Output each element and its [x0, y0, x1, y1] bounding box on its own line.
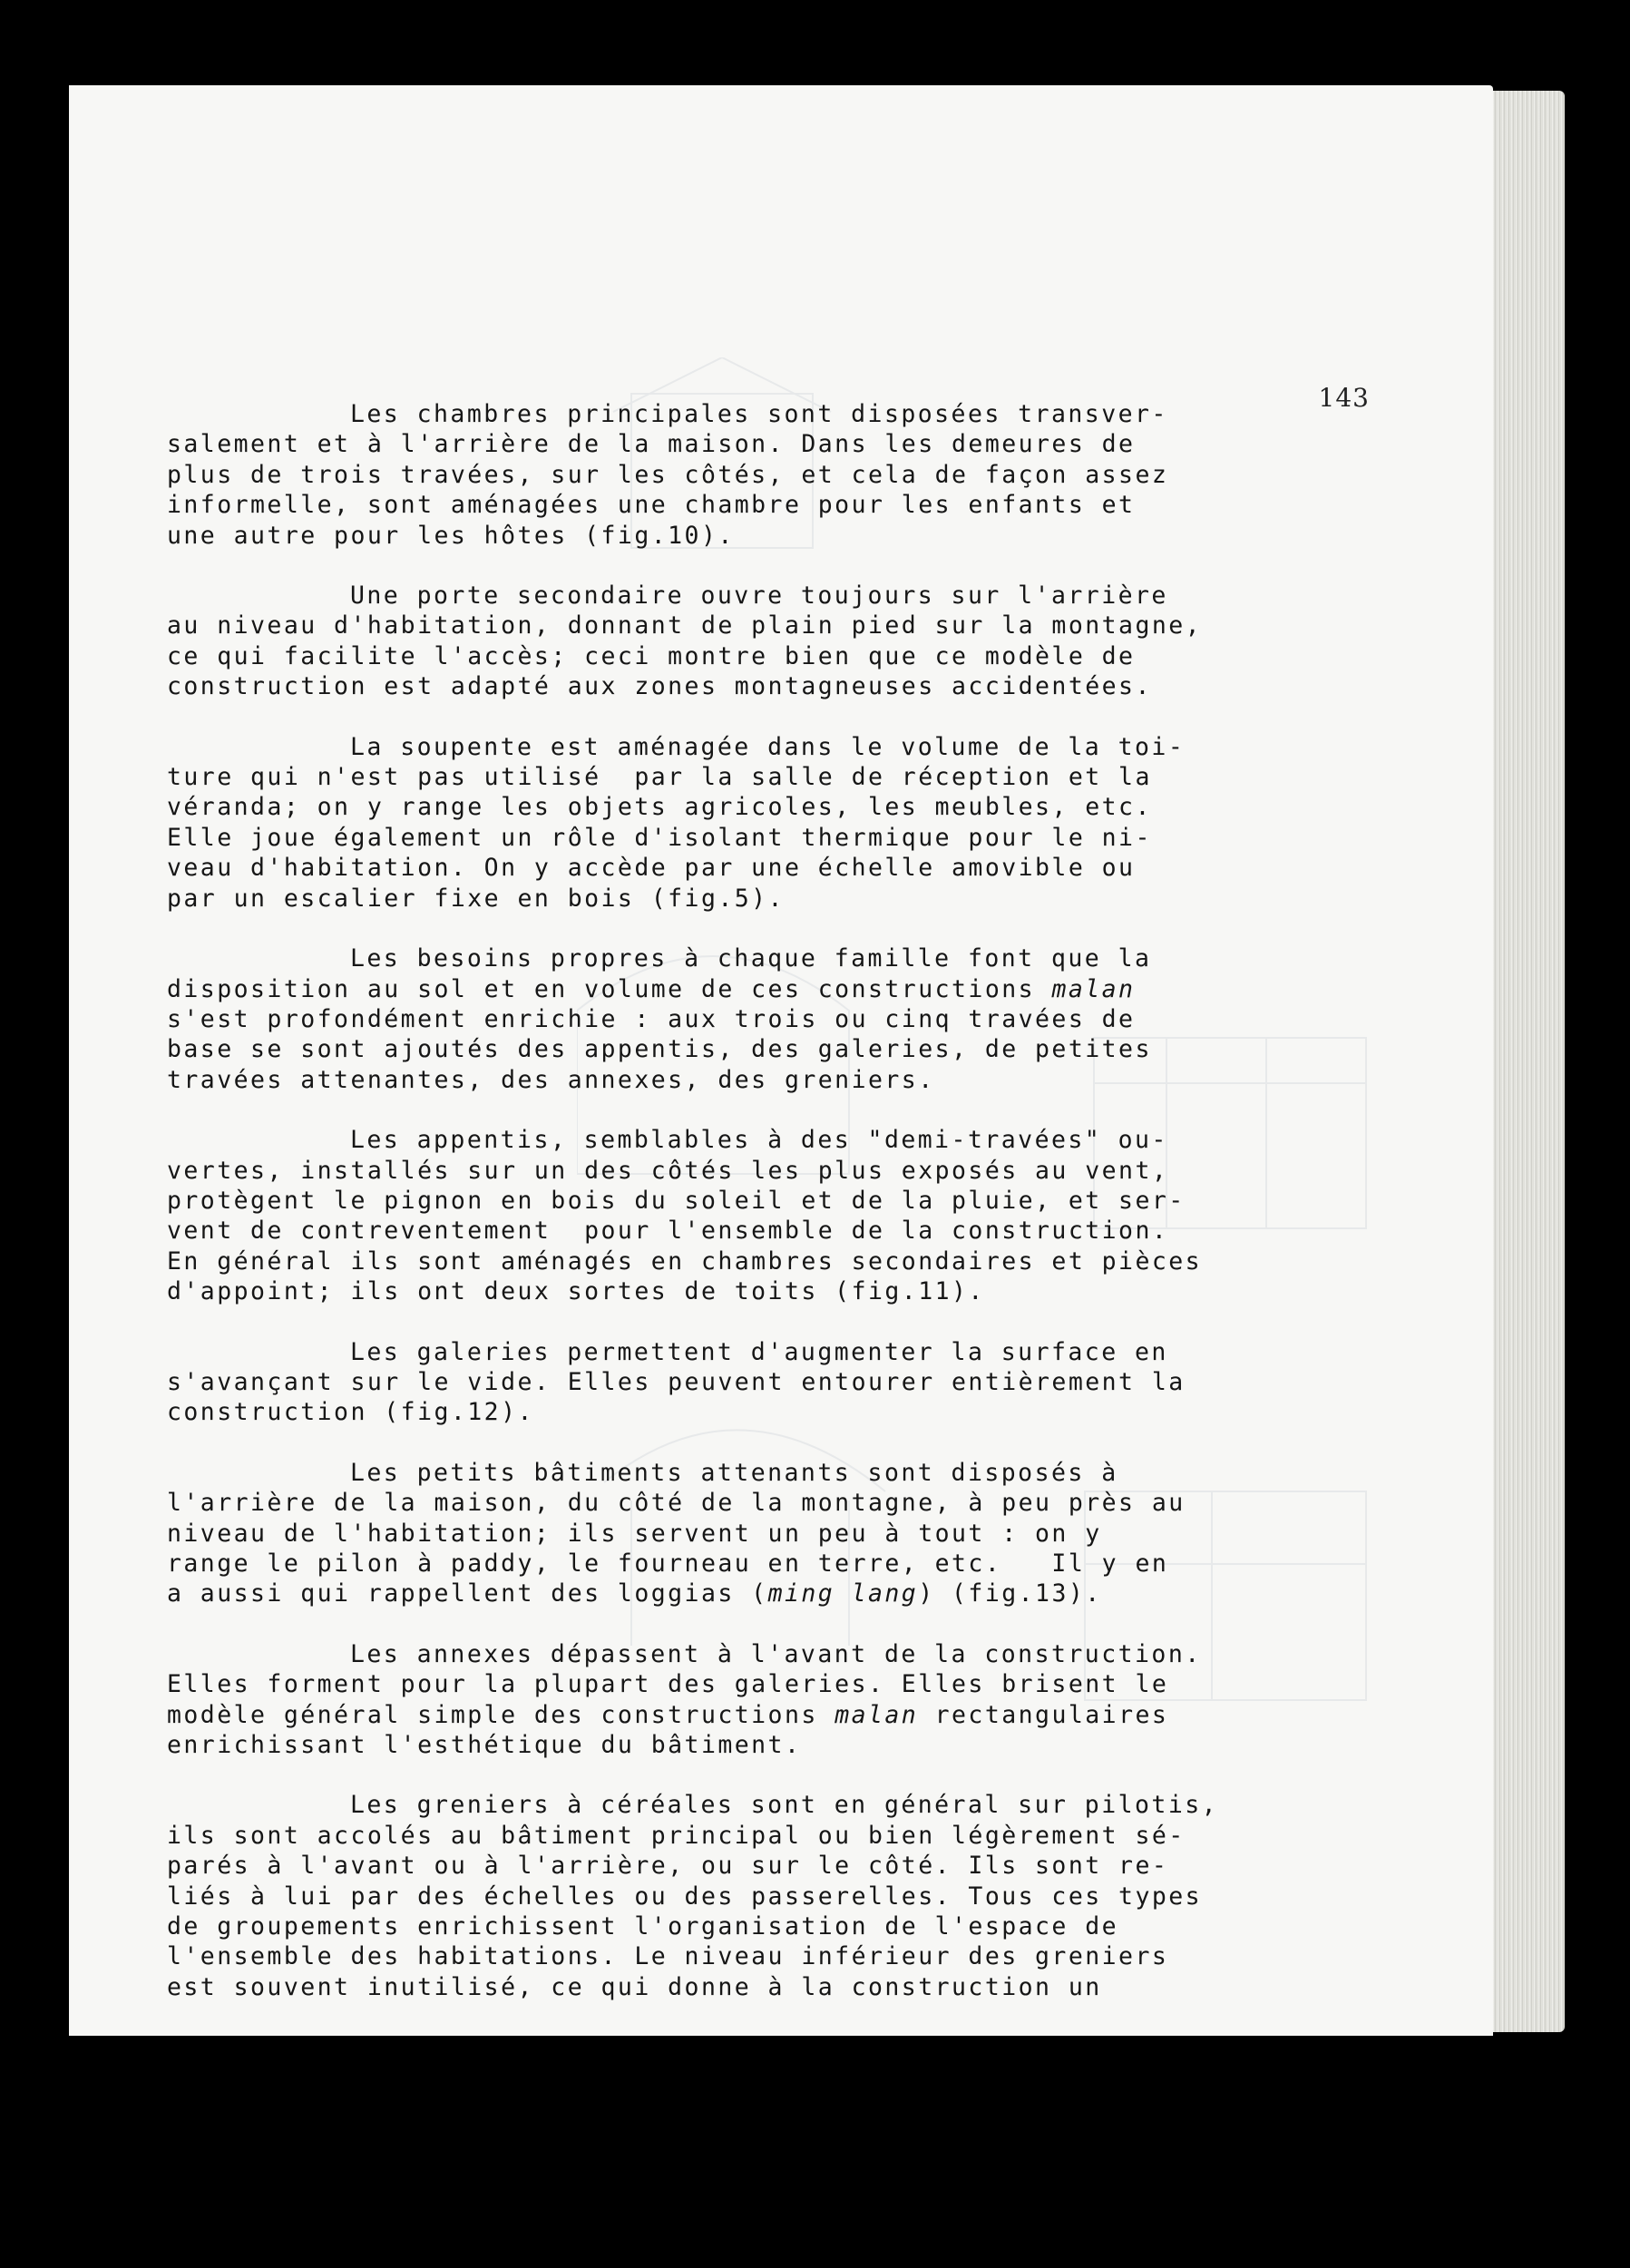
- text-line: niveau de l'habitation; ils servent un peu à tout : on y: [167, 1519, 1102, 1548]
- text-line: base se sont ajoutés des appentis, des galeries, de petites: [167, 1035, 1152, 1064]
- paragraph: [167, 1458, 1373, 1609]
- text-line: de groupements enrichissent l'organisation de l'espace de: [167, 1912, 1119, 1941]
- text-line: salement et à l'arrière de la maison. Dans les demeures de: [167, 430, 1136, 459]
- text-line: travées attenantes, des annexes, des greniers.: [167, 1065, 935, 1094]
- text-line: modèle général simple des constructions malan rectangulaires: [167, 1700, 1169, 1729]
- text-line: disposition au sol et en volume de ces constructions malan: [167, 974, 1136, 1003]
- text-line: vertes, installés sur un des côtés les plus exposés au vent,: [167, 1156, 1169, 1185]
- text-line: Les galeries permettent d'augmenter la surface en: [350, 1337, 1168, 1366]
- text-line: En général ils sont aménagés en chambres secondaires et pièces: [167, 1246, 1203, 1276]
- paragraph: [167, 399, 1373, 551]
- text-line: s'est profondément enrichie : aux trois ou cinq travées de: [167, 1004, 1136, 1033]
- text-line: liés à lui par des échelles ou des passerelles. Tous ces types: [167, 1882, 1203, 1911]
- page-number: 143: [1318, 383, 1370, 413]
- paragraph: [167, 1125, 1373, 1306]
- text-line: informelle, sont aménagées une chambre pour les enfants et: [167, 491, 1136, 520]
- paragraph: [167, 1639, 1373, 1761]
- text-line: Les appentis, semblables à des "demi-travées" ou-: [350, 1126, 1168, 1155]
- text-line: ture qui n'est pas utilisé par la salle de réception et la: [167, 763, 1152, 792]
- text-line: ce qui facilite l'accès; ceci montre bien que ce modèle de: [167, 641, 1136, 670]
- text-line: Elles forment pour la plupart des galeries. Elles brisent le: [167, 1670, 1169, 1699]
- text-line: La soupente est aménagée dans le volume de la toi-: [350, 732, 1186, 761]
- text-line: d'appoint; ils ont deux sortes de toits (fig.11).: [167, 1277, 985, 1306]
- text-line: s'avançant sur le vide. Elles peuvent entourer entièrement la: [167, 1367, 1186, 1396]
- text-line: range le pilon à paddy, le fourneau en terre, etc. Il y en: [167, 1549, 1169, 1578]
- text-line: a aussi qui rappellent des loggias (ming lang) (fig.13).: [167, 1579, 1102, 1608]
- paragraph: [167, 943, 1373, 1095]
- text-line: Elle joue également un rôle d'isolant thermique pour le ni-: [167, 823, 1152, 852]
- text-line: protègent le pignon en bois du soleil et de la pluie, et ser-: [167, 1186, 1186, 1215]
- text-line: une autre pour les hôtes (fig.10).: [167, 521, 735, 550]
- text-line: construction (fig.12).: [167, 1398, 534, 1427]
- text-line: plus de trois travées, sur les côtés, et cela de façon assez: [167, 460, 1169, 489]
- text-line: par un escalier fixe en bois (fig.5).: [167, 884, 785, 913]
- text-line: parés à l'avant ou à l'arrière, ou sur le côté. Ils sont re-: [167, 1852, 1169, 1881]
- text-line: Les annexes dépassent à l'avant de la construction.: [350, 1639, 1202, 1668]
- paragraph: [167, 1790, 1373, 2002]
- text-line: Une porte secondaire ouvre toujours sur l'arrière: [350, 582, 1168, 611]
- text-line: au niveau d'habitation, donnant de plain pied sur la montagne,: [167, 611, 1203, 640]
- paragraph: [167, 581, 1373, 702]
- paragraph: [167, 1337, 1373, 1428]
- text-line: vent de contreventement pour l'ensemble de la construction.: [167, 1217, 1169, 1246]
- text-line: véranda; on y range les objets agricoles, les meubles, etc.: [167, 793, 1152, 822]
- text-line: est souvent inutilisé, ce qui donne à la construction un: [167, 1972, 1102, 2001]
- text-line: ils sont accolés au bâtiment principal ou bien légèrement sé-: [167, 1821, 1186, 1850]
- text-line: l'ensemble des habitations. Le niveau inférieur des greniers: [167, 1942, 1169, 1971]
- text-line: Les greniers à céréales sont en général sur pilotis,: [350, 1791, 1219, 1820]
- text-line: enrichissant l'esthétique du bâtiment.: [167, 1731, 802, 1760]
- text-line: construction est adapté aux zones montagneuses accidentées.: [167, 672, 1152, 701]
- text-line: Les petits bâtiments attenants sont disposés à: [350, 1458, 1118, 1487]
- text-line: l'arrière de la maison, du côté de la montagne, à peu près au: [167, 1489, 1186, 1518]
- text-line: Les besoins propres à chaque famille font que la: [350, 944, 1152, 973]
- text-line: Les chambres principales sont disposées transver-: [350, 400, 1168, 428]
- text-line: veau d'habitation. On y accède par une échelle amovible ou: [167, 854, 1136, 883]
- body-text: [167, 399, 1373, 2032]
- paragraph: [167, 732, 1373, 914]
